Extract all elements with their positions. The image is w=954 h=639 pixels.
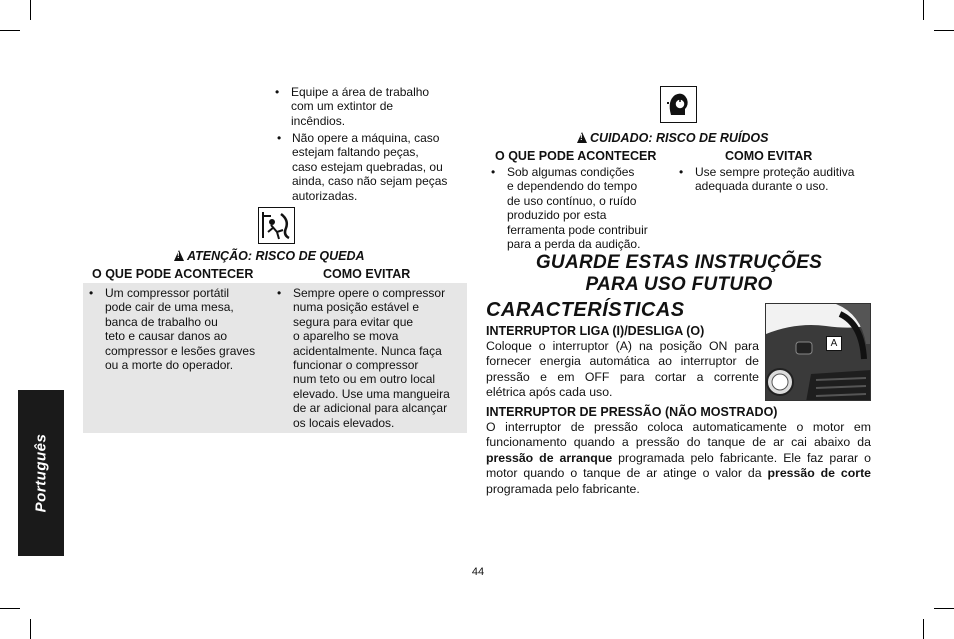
text-line: elétrica após cada uso. (486, 385, 613, 400)
pressure-switch-heading: INTERRUPTOR DE PRESSÃO (NÃO MOSTRADO) (486, 405, 778, 419)
text-line: numa posição estável e (293, 300, 420, 315)
text-line: elevado. Use uma mangueira (293, 386, 450, 401)
title-line: PARA USO FUTURO (585, 274, 773, 295)
fall-warning-title-text: ATENÇÃO: RISCO DE QUEDA (187, 249, 365, 263)
text-run: motor quando o tanque de ar atinge o valor da (486, 466, 768, 481)
text-run-bold: pressão de arranque (486, 450, 613, 465)
pressure-switch-paragraph (486, 420, 871, 497)
text-line: e dependendo do tempo (507, 179, 638, 194)
text-line (486, 420, 871, 435)
text-line: ou a morte do operador. (105, 358, 234, 373)
crop-mark (923, 619, 924, 639)
text-line: caso estejam quebradas, ou (292, 159, 443, 174)
text-line: produzido por esta (507, 208, 607, 223)
noise-col2-header: COMO EVITAR (725, 149, 813, 163)
features-title: CARACTERÍSTICAS (486, 299, 685, 321)
text-line: Sempre opere o compressor (293, 286, 446, 300)
text-line (486, 435, 871, 450)
crop-mark (30, 619, 31, 639)
noise-col1-header: O QUE PODE ACONTECER (495, 149, 657, 163)
crop-mark (934, 608, 954, 609)
text-line: pode cair de uma mesa, (105, 300, 234, 315)
text-line: funcionar o compressor (293, 358, 419, 373)
language-side-tab (18, 390, 64, 556)
crop-mark (923, 0, 924, 20)
text-line: Um compressor portátil (105, 286, 230, 300)
text-run: programada pelo fabricante. Ele faz parar o (612, 450, 871, 465)
text-run-bold: pressão de corte (767, 466, 871, 481)
crop-mark (0, 30, 20, 31)
text-line: compressor e lesões graves (105, 343, 256, 358)
text-line: Sob algumas condições (507, 165, 635, 179)
text-line: os locais elevados. (293, 415, 395, 430)
fall-col1-header: O QUE PODE ACONTECER (92, 267, 254, 281)
text-line: Equipe a área de trabalho (291, 85, 430, 99)
text-run: programada pelo fabricante. (486, 481, 640, 496)
fall-col2-header: COMO EVITAR (323, 267, 411, 281)
text-line (486, 451, 871, 466)
crop-mark (0, 608, 20, 609)
text-line: com um extintor de (291, 99, 394, 114)
text-line: pressão e em OFF para cortar a corrente (486, 369, 759, 384)
text-line: o aparelho se mova (293, 329, 399, 344)
text-line: segura para evitar que (293, 314, 414, 329)
text-line: ainda, caso não sejam peças (292, 174, 448, 189)
language-tab-label: Português (32, 433, 50, 513)
warning-triangle-icon (174, 250, 184, 261)
text-line: incêndios. (291, 113, 346, 128)
text-line: Use sempre proteção auditiva (695, 165, 855, 179)
text-line: Coloque o interruptor (A) na posição ON para (486, 339, 759, 353)
text-line: fornecer energia automática ao interruptor de (486, 354, 759, 369)
switch-heading: INTERRUPTOR LIGA (I)/DESLIGA (O) (486, 324, 705, 338)
crop-mark (934, 30, 954, 31)
compressor-switch-photo (765, 303, 871, 401)
title-line: GUARDE ESTAS INSTRUÇÕES (535, 252, 823, 273)
text-line: para a perda da audição. (507, 237, 641, 252)
text-line: ferramenta pode contribuir (507, 222, 648, 237)
crop-mark (30, 0, 31, 20)
text-line: num teto ou em outro local (293, 372, 436, 387)
text-run: funcionamento quando a pressão do tanque de ar cai abaixo da (486, 435, 871, 450)
warning-triangle-icon (577, 132, 587, 143)
text-line (486, 482, 871, 497)
text-line: autorizadas. (292, 188, 358, 203)
text-line: de uso contínuo, o ruído (507, 193, 637, 208)
text-line: adequada durante o uso. (695, 179, 829, 194)
switch-callout-label: A (826, 336, 842, 351)
noise-warning-title (577, 131, 768, 145)
text-line: acidentalmente. Nunca faça (293, 343, 442, 358)
fall-warning-title (174, 249, 365, 263)
hearing-protection-icon (660, 86, 697, 123)
text-line: de ar adicional para alcançar (293, 401, 448, 416)
page-number: 44 (471, 566, 485, 578)
text-line: teto e causar danos ao (105, 329, 228, 344)
save-instructions-title (520, 252, 838, 296)
text-line: Não opere a máquina, caso (292, 131, 440, 145)
text-line (486, 466, 871, 481)
fall-hazard-icon (258, 207, 295, 244)
text-line: banca de trabalho ou (105, 314, 218, 329)
text-run: O interruptor de pressão coloca automaticamente o motor em (486, 420, 871, 434)
text-line: estejam faltando peças, (292, 145, 419, 160)
noise-warning-title-text: CUIDADO: RISCO DE RUÍDOS (590, 131, 769, 145)
switch-paragraph (486, 339, 759, 401)
